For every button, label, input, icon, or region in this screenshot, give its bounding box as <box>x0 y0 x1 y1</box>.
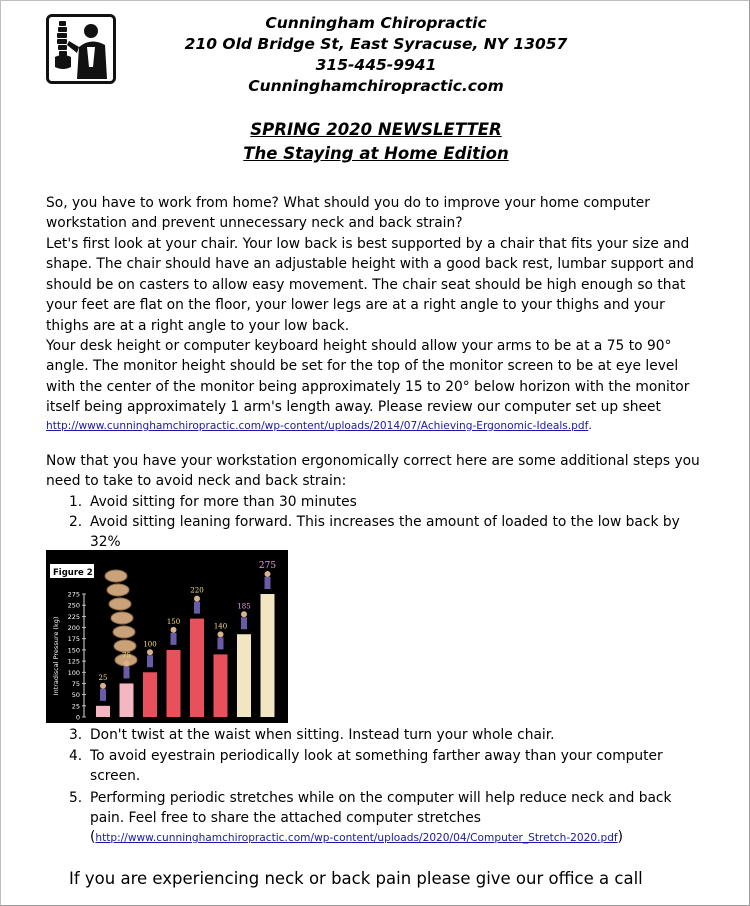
pressure-bar <box>143 672 157 717</box>
list-number: 2. <box>69 514 83 530</box>
y-tick-label: 75 <box>71 679 80 688</box>
chair-paragraph: Let's first look at your chair. Your low back is best supported by a chair that fits your size and shape. The chair should have an adjustable height with a good back rest, lumbar support and should be on casters to allow easy movement. The chair seat should be high enough so that your feet are flat on the floor, your lower legs are at a right angle to your thighs and your thighs are at a right angle to your low back. <box>46 236 694 334</box>
y-tick-label: 25 <box>71 702 80 711</box>
intro-paragraph: So, you have to work from home? What should you do to improve your home computer workstation and prevent unnecessary neck and back strain? <box>46 195 650 232</box>
list-number: 4. <box>69 748 83 764</box>
posture-figure-head <box>218 631 224 637</box>
bar-value-label: 185 <box>237 602 251 611</box>
pressure-bar <box>261 594 275 717</box>
list-text: Avoid sitting leaning forward. This increases the amount of loaded to the low back by 32% <box>90 514 680 551</box>
pressure-bar <box>96 706 110 717</box>
posture-figure-body <box>194 602 200 614</box>
posture-figure-head <box>100 683 106 689</box>
bar-value-label: 220 <box>190 586 204 595</box>
list-number: 5. <box>69 790 83 806</box>
bar-value-label: 140 <box>213 622 228 631</box>
pressure-bar <box>237 634 251 717</box>
bar-value-label: 100 <box>143 640 157 649</box>
stretch-link-open: ( <box>90 829 96 845</box>
posture-figure-head <box>194 596 200 602</box>
y-tick-label: 200 <box>67 624 80 633</box>
list-text: To avoid eyestrain periodically look at something farther away than your computer screen. <box>90 748 663 785</box>
bar-value-label: 150 <box>166 617 181 626</box>
figure-label: Figure 2 <box>53 568 93 578</box>
vertebra-shape <box>105 570 127 582</box>
y-tick-label: 125 <box>67 657 80 666</box>
pressure-bar <box>214 654 228 717</box>
practice-name: Cunningham Chiropractic <box>265 14 487 32</box>
y-tick-label: 250 <box>67 601 80 610</box>
posture-figure-body <box>218 637 224 649</box>
newsletter-subtitle: The Staying at Home Edition <box>243 144 509 163</box>
list-text: Performing periodic stretches while on the computer will help reduce neck and back pain. Feel free to share the attached computer stretches <box>90 790 672 827</box>
practice-website: Cunninghamchiropractic.com <box>248 77 504 95</box>
posture-figure-body <box>147 655 153 667</box>
bar-value-label: 25 <box>98 673 108 682</box>
y-tick-label: 100 <box>67 668 80 677</box>
vertebra-shape <box>111 612 133 624</box>
posture-figure-head <box>124 660 130 666</box>
bar-value-label: 275 <box>258 561 277 571</box>
y-tick-label: 0 <box>75 713 80 722</box>
posture-figure-body <box>100 689 106 701</box>
chiropractic-logo <box>46 14 116 84</box>
posture-figure-body <box>265 577 271 589</box>
practice-address: 210 Old Bridge St, East Syracuse, NY 13057 <box>184 35 568 53</box>
list-text: Don't twist at the waist when sitting. Instead turn your whole chair. <box>90 727 555 743</box>
vertebra-shape <box>107 584 129 596</box>
posture-figure-head <box>147 649 153 655</box>
pressure-bar <box>190 619 204 717</box>
vertebra-shape <box>113 626 135 638</box>
y-tick-label: 275 <box>67 590 80 599</box>
bar-value-label: 75 <box>122 651 131 660</box>
stretch-link-close: ) <box>617 829 624 845</box>
pressure-bar <box>120 683 134 717</box>
y-tick-label: 50 <box>71 691 80 700</box>
list-text: Avoid sitting for more than 30 minutes <box>90 494 357 510</box>
ergonomic-link-suffix: . <box>588 419 592 432</box>
stretch-sheet-link[interactable]: http://www.cunninghamchiropractic.com/wp-content/uploads/2020/04/Computer_Stretch-2020.pdf <box>95 832 618 844</box>
pressure-chart <box>46 550 288 723</box>
ergonomic-link-line <box>46 417 711 434</box>
list-number: 3. <box>69 727 83 743</box>
y-tick-label: 175 <box>67 635 80 644</box>
posture-figure-body <box>241 617 247 629</box>
posture-figure-head <box>241 611 247 617</box>
vertebra-shape <box>109 598 131 610</box>
y-axis-label: Intradiscal Pressure (kg) <box>52 616 60 696</box>
vertebra-shape <box>114 640 136 652</box>
ergonomic-sheet-link[interactable]: http://www.cunninghamchiropractic.com/wp-content/uploads/2014/07/Achieving-Ergonomic-Ideals.pdf <box>46 420 589 432</box>
posture-figure-head <box>171 627 177 633</box>
posture-figure-body <box>124 666 130 678</box>
posture-figure-head <box>265 571 271 577</box>
y-tick-label: 225 <box>67 612 80 621</box>
posture-figure-body <box>171 633 177 645</box>
pressure-bar <box>167 650 181 717</box>
desk-paragraph: Your desk height or computer keyboard height should allow your arms to be at a 75 to 90° angle. The monitor height should be set for the top of the monitor screen to be at eye level with the center of the monitor being approximately 15 to 20° below horizon with the monitor itself being approximately 1 arm's length away. Please review our computer set up sheet <box>46 338 690 416</box>
list-number: 1. <box>69 494 83 510</box>
y-tick-label: 150 <box>67 646 80 655</box>
newsletter-title: SPRING 2020 NEWSLETTER <box>250 120 502 139</box>
intradiscal-pressure-figure <box>46 550 288 723</box>
stretch-link-line <box>90 829 730 846</box>
steps-intro: Now that you have your workstation ergonomically correct here are some additional steps you need to take to avoid neck and back strain: <box>46 453 700 490</box>
footer-call-to-action: If you are experiencing neck or back pain please give our office a call <box>69 869 643 888</box>
practice-phone: 315-445-9941 <box>315 56 437 74</box>
